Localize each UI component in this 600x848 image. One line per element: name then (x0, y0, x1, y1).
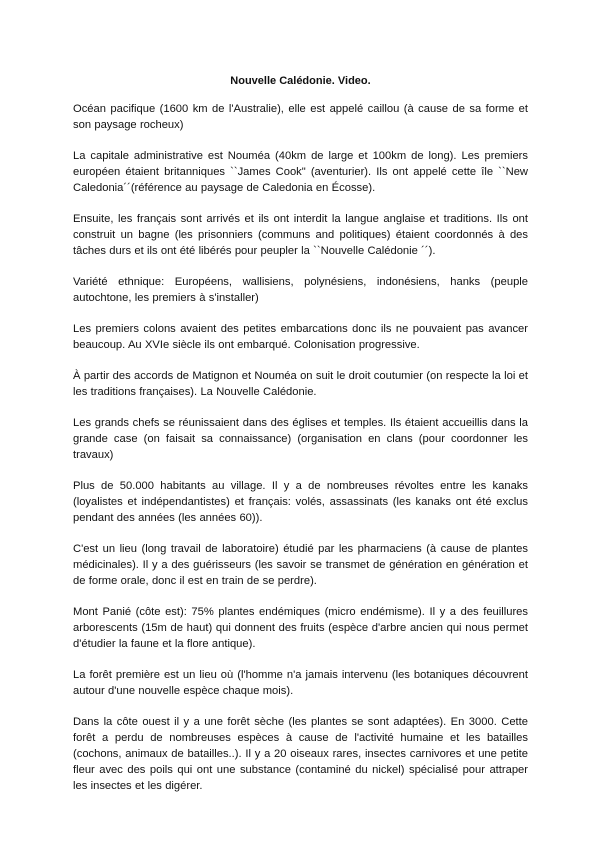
paragraph-geography: Océan pacifique (1600 km de l'Australie), elle est appelé caillou (à cause de sa forme et son paysage rocheux) (73, 103, 528, 131)
paragraph-mont-panie: Mont Panié (côte est): 75% plantes endémiques (micro endémisme). Il y a des feuillures arborescents (15m de haut) qui donnent des fruits (espèce d'arbre ancien qui nous permet d'étudier la faune et la flore antique). (73, 606, 528, 650)
paragraph-primary-forest: La forêt première est un lieu où (l'homme n'a jamais intervenu (les botaniques découvrent autour d'une nouvelle espèce chaque mois). (73, 669, 528, 697)
paragraph-dry-forest: Dans la côte ouest il y a une forêt sèche (les plantes se sont adaptées). En 3000. Cette forêt a perdu de nombreuses espèces à cause de l'activité humaine et les batailles (cochons, animaux de batailles..). Il y a 20 oiseaux rares, insectes carnivores et une petite fleur avec des poils qui ont une substance (contaminé du nickel) spécialisé pour attraper les insectes et les digérer. (73, 716, 528, 792)
paragraph-capital: La capitale administrative est Nouméa (40km de large et 100km de long). Les premiers européen étaient britanniques ``James Cook" (aventurier). Ils ont appelé cette île ``New Caledonia´´(référence au paysage de Caledonia en Écosse). (73, 150, 528, 194)
paragraph-colonists: Les premiers colons avaient des petites embarcations donc ils ne pouvaient pas avancer beaucoup. Au XVIe siècle ils ont embarqué. Colonisation progressive. (73, 323, 528, 351)
paragraph-french-arrival: Ensuite, les français sont arrivés et ils ont interdit la langue anglaise et traditions. Ils ont construit un bagne (les prisonniers (communs and politiques) étaient coordonnés à des tâches durs et ils ont été libérés pour peupler la ``Nouvelle Calédonie ´´). (73, 213, 528, 257)
document-page (73, 74, 528, 809)
paragraph-pharmacists: C'est un lieu (long travail de laboratoire) étudié par les pharmaciens (à cause de plantes médicinales). Il y a des guérisseurs (les savoir se transmet de génération en génération et de forme orale, donc il est en train de se perdre). (73, 543, 528, 587)
paragraph-matignon-accords: À partir des accords de Matignon et Nouméa on suit le droit coutumier (on respecte la loi et les traditions françaises). La Nouvelle Calédonie. (73, 370, 528, 398)
paragraph-revolts: Plus de 50.000 habitants au village. Il y a de nombreuses révoltes entre les kanaks (loyalistes et indépendantistes) et français: volés, assassinats (les kanaks ont été exclus pendant des années (les années 60)). (73, 480, 528, 524)
paragraph-ethnic-variety: Variété ethnique: Européens, wallisiens, polynésiens, indonésiens, hanks (peuple autochtone, les premiers à s'installer) (73, 276, 528, 304)
paragraph-chiefs: Les grands chefs se réunissaient dans des églises et temples. Ils étaient accueillis dans la grande case (on faisait sa connaissance) (organisation en clans (pour coordonner les travaux) (73, 417, 528, 461)
document-title: Nouvelle Calédonie. Video. (230, 75, 371, 87)
